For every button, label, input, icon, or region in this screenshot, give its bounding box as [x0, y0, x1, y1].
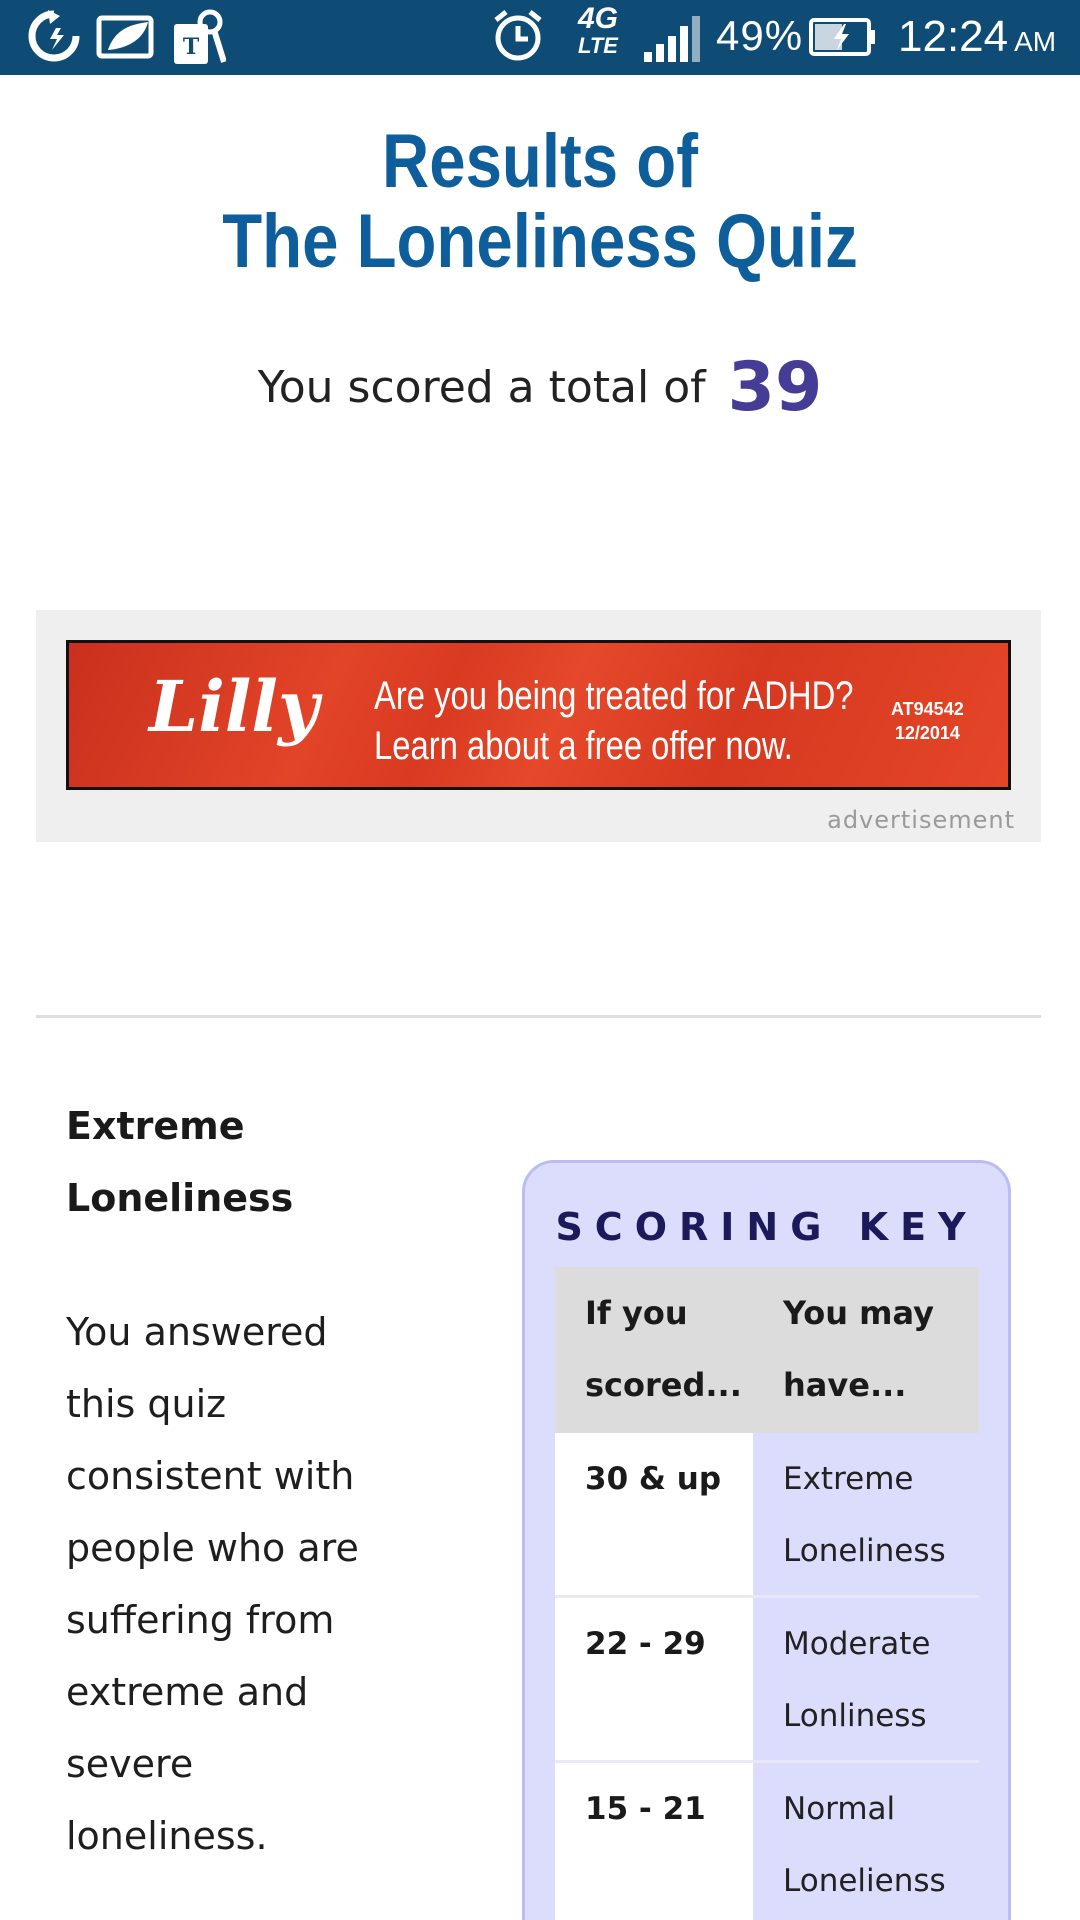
table-header	[555, 1267, 979, 1433]
result-heading: Extreme Loneliness	[66, 1104, 294, 1220]
ad-label: advertisement	[827, 806, 1015, 834]
score-label: You scored a total of	[257, 362, 706, 413]
header-level: You may have...	[783, 1294, 934, 1404]
row-score: 15 - 21	[555, 1763, 753, 1920]
lte-icon: 4G LTE	[577, 2, 619, 58]
ad-line-1: Are you being treated for ADHD?	[374, 674, 854, 718]
ad-line-2: Learn about a free offer now.	[374, 724, 793, 768]
ad-code: AT94542 12/2014	[891, 699, 964, 743]
ad-banner[interactable]	[66, 640, 1011, 790]
ad-container	[36, 610, 1041, 842]
page-title	[76, 119, 1005, 284]
score-summary	[0, 348, 1080, 427]
sync-icon	[26, 8, 82, 64]
row-level: Moderate Lonliness	[753, 1598, 979, 1760]
score-value: 39	[727, 348, 823, 427]
row-score: 22 - 29	[555, 1598, 753, 1760]
ad-text	[374, 671, 854, 771]
header-score: If you scored...	[585, 1294, 742, 1404]
battery-percent: 49%	[716, 12, 804, 59]
alarm-icon	[490, 8, 546, 64]
table-row	[555, 1433, 979, 1598]
row-score: 30 & up	[555, 1433, 753, 1595]
title-line-2: The Loneliness Quiz	[222, 199, 858, 284]
scoring-key-table	[555, 1267, 979, 1920]
leaf-icon	[96, 8, 158, 64]
scoring-key-title: SCORING KEY	[555, 1205, 978, 1249]
row-level: Normal Lonelienss	[753, 1763, 979, 1920]
clock: 12:24 AM	[898, 12, 1057, 61]
scoring-key-panel	[522, 1160, 1011, 1920]
section-divider	[36, 1015, 1041, 1018]
row-level: Extreme Loneliness	[753, 1433, 979, 1595]
svg-text:T: T	[182, 34, 200, 60]
table-row	[555, 1763, 979, 1920]
title-line-1: Results of	[382, 119, 698, 204]
ad-logo: Lilly	[149, 665, 319, 748]
battery-charging-icon	[808, 16, 876, 58]
status-bar	[0, 0, 1080, 75]
result-description: You answered this quiz consistent with people who are suffering from extreme and severe loneliness.	[66, 1310, 359, 1858]
signal-icon	[642, 14, 702, 64]
table-row	[555, 1598, 979, 1763]
tmobile-icon	[170, 8, 226, 68]
